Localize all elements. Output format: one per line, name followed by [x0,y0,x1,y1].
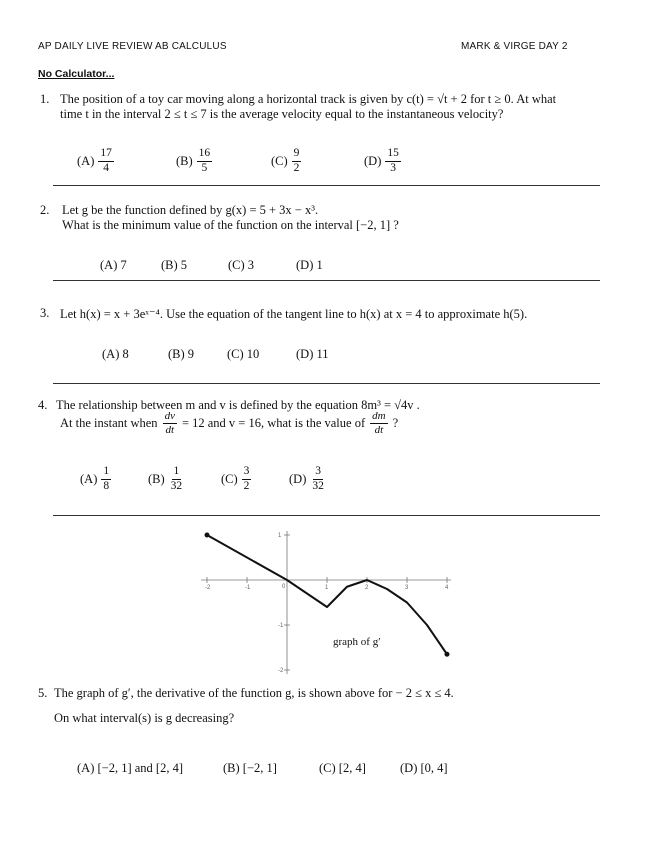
choice-label: (D) [364,153,382,168]
section-label: No Calculator... [38,68,115,80]
origin-label: 0 [282,584,286,590]
derivative-fraction-dv-dt: $\frac{dv}{dt}$ [164,410,175,436]
x-tick-label: 2 [365,585,369,591]
choice-label: (B) [148,471,165,486]
question-text-line: Let g be the function defined by g(x) = 5 + 3x − x³. [62,203,319,217]
y-tick-label: 1 [278,533,282,539]
answer-choice-c[interactable]: (C) 3 [228,258,255,272]
choice-fraction: $\frac{3}{2}$ [243,465,250,492]
end-point [445,652,450,657]
question-text-line: On what interval(s) is g decreasing? [54,711,235,725]
answer-choice-d[interactable]: (D) [0, 4] [400,761,448,775]
answer-choice-d[interactable] [364,148,401,174]
choice-fraction: $\frac{1}{32}$ [170,465,183,492]
text-segment: ? [392,416,399,430]
answer-choice-d[interactable]: (D) 11 [296,347,329,361]
question-text-line: What is the minimum value of the function on the interval [−2, 1] ? [62,218,399,232]
divider [53,515,600,516]
question-number: 4. [38,398,48,412]
answer-choice-b[interactable] [176,148,212,174]
g-prime-curve [207,535,447,654]
answer-choice-b[interactable]: (B) [−2, 1] [223,761,277,775]
answer-choice-a[interactable]: (A) [−2, 1] and [2, 4] [77,761,183,775]
answer-choice-c[interactable] [221,466,251,492]
choice-fraction: $\frac{1}{8}$ [103,465,110,492]
text-segment: At the instant when [60,416,158,430]
choice-fraction: $\frac{15}{3}$ [387,147,399,174]
graph-of-g-prime [190,525,470,675]
question-text-line: The relationship between m and v is defined by the equation 8m³ = √4v . [56,398,420,412]
answer-choice-b[interactable]: (B) 9 [168,347,195,361]
question-text-line: Let h(x) = x + 3eˣ⁻⁴. Use the equation of the tangent line to h(x) at x = 4 to approximate h(5). [60,307,528,321]
question-text-line: The graph of g′, the derivative of the function g, is shown above for − 2 ≤ x ≤ 4. [54,686,454,700]
question-number: 3. [40,306,50,320]
x-tick-label: 4 [445,585,449,591]
divider [53,383,600,384]
y-tick-label: -2 [278,668,284,674]
x-tick-label: -2 [205,585,211,591]
choice-label: (D) [289,471,307,486]
choice-fraction: $\frac{16}{5}$ [198,147,211,174]
answer-choice-a[interactable] [77,148,114,174]
question-number: 1. [40,92,50,106]
answer-choice-c[interactable] [271,148,301,174]
y-tick-label: -1 [278,623,284,629]
x-tick-label: 3 [405,585,409,591]
question-text-line: The position of a toy car moving along a horizontal track is given by c(t) = √t + 2 for t ≥ 0. At what [60,92,557,106]
question-number: 2. [40,203,50,217]
choice-fraction: $\frac{9}{2}$ [293,147,300,174]
divider [53,185,600,186]
choice-label: (A) [80,471,98,486]
answer-choice-a[interactable]: (A) 8 [102,347,129,361]
answer-choice-b[interactable] [148,466,184,492]
divider [53,280,600,281]
start-point [205,533,210,538]
choice-label: (C) [221,471,238,486]
choice-fraction: $\frac{17}{4}$ [100,147,112,174]
course-title: AP DAILY LIVE REVIEW AB CALCULUS [38,41,227,52]
answer-choice-d[interactable] [289,466,326,492]
choice-label: (C) [271,153,288,168]
question-text-line [60,411,398,436]
answer-choice-b[interactable]: (B) 5 [161,258,188,272]
choice-fraction: $\frac{3}{32}$ [312,465,324,492]
graph-annotation: graph of g′ [333,636,381,648]
x-tick-label: 1 [325,585,329,591]
answer-choice-c[interactable]: (C) 10 [227,347,260,361]
question-number: 5. [38,686,48,700]
choice-label: (A) [77,153,95,168]
text-segment: = 12 and v = 16, what is the value of [181,416,366,430]
choice-label: (B) [176,153,193,168]
x-tick-label: -1 [245,585,251,591]
day-label: MARK & VIRGE DAY 2 [461,41,568,52]
answer-choice-a[interactable]: (A) 7 [100,258,127,272]
derivative-fraction-dm-dt: $\frac{dm}{dt}$ [372,410,386,436]
answer-choice-d[interactable]: (D) 1 [296,258,323,272]
question-text-line: time t in the interval 2 ≤ t ≤ 7 is the average velocity equal to the instantaneous velocity? [60,107,504,121]
answer-choice-a[interactable] [80,466,111,492]
answer-choice-c[interactable]: (C) [2, 4] [319,761,366,775]
